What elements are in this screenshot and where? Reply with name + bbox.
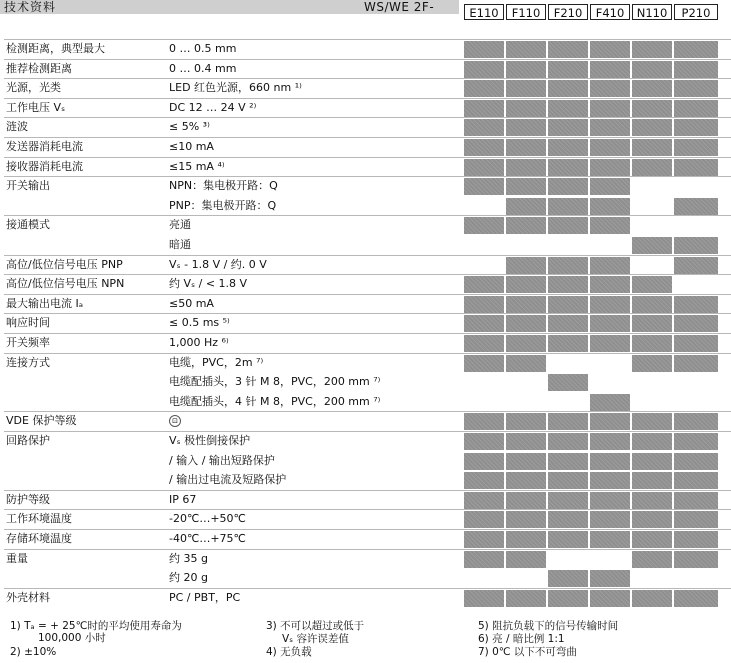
spec-value: 0 … 0.4 mm: [169, 61, 237, 75]
applicable-cell: [674, 355, 718, 372]
applicable-cell: [590, 531, 630, 548]
applicable-cell: [506, 217, 546, 234]
applicable-cell: [590, 61, 630, 78]
applicable-cell: [548, 433, 588, 450]
applicable-cell: [674, 590, 718, 607]
empty-cell: [590, 355, 630, 372]
spec-label: 工作环境温度: [6, 512, 72, 526]
applicable-cell: [674, 433, 718, 450]
spec-label: 接通模式: [6, 218, 50, 232]
empty-cell: [590, 374, 630, 391]
applicable-cell: [632, 590, 672, 607]
applicable-cell: [632, 433, 672, 450]
empty-cell: [632, 198, 672, 215]
applicable-cell: [464, 433, 504, 450]
applicable-cell: [506, 531, 546, 548]
empty-cell: [506, 570, 546, 587]
applicable-cell: [590, 198, 630, 215]
applicable-cell: [674, 61, 718, 78]
row-divider: [4, 176, 731, 177]
applicable-cell: [674, 511, 718, 528]
model-header: F410: [590, 4, 630, 20]
applicable-cell: [632, 472, 672, 489]
spec-value: PNP：集电极开路：Q: [169, 198, 277, 212]
applicable-cell: [674, 315, 718, 332]
spec-value: ≤ 5% ³⁾: [169, 120, 210, 134]
applicable-cell: [464, 551, 504, 568]
applicable-cell: [674, 453, 718, 470]
applicable-cell: [506, 511, 546, 528]
spec-label: 发送器消耗电流: [6, 140, 83, 153]
spec-value: -40℃…+75℃: [169, 532, 246, 545]
applicable-cell: [674, 413, 718, 430]
applicable-cell: [674, 119, 718, 136]
applicable-cell: [674, 159, 718, 176]
empty-cell: [548, 394, 588, 411]
applicable-cell: [590, 472, 630, 489]
applicable-cell: [674, 237, 718, 254]
footnote-2: 2) ±10%: [10, 646, 57, 658]
row-divider: [4, 313, 731, 314]
spec-row: [0, 235, 731, 255]
empty-cell: [674, 276, 718, 293]
applicable-cell: [548, 453, 588, 470]
model-header: F110: [506, 4, 546, 20]
applicable-cell: [506, 355, 546, 372]
spec-label: 高位/低位信号电压 NPN: [6, 277, 125, 291]
applicable-cell: [548, 374, 588, 391]
empty-cell: [632, 257, 672, 274]
spec-label: 高位/低位信号电压 PNP: [6, 257, 123, 271]
row-divider: [4, 588, 731, 589]
empty-cell: [506, 394, 546, 411]
spec-row: [0, 39, 731, 59]
spec-label: 光源，光类: [6, 81, 61, 95]
applicable-cell: [674, 472, 718, 489]
empty-cell: [632, 374, 672, 391]
row-divider: [4, 411, 731, 412]
spec-value: 电缆，PVC，2m ⁷⁾: [169, 355, 264, 369]
applicable-cell: [632, 511, 672, 528]
applicable-cell: [590, 41, 630, 58]
applicable-cell: [590, 433, 630, 450]
row-divider: [4, 59, 731, 60]
spec-value: 电缆配插头，3 针 M 8，PVC，200 mm ⁷⁾: [169, 375, 381, 389]
empty-cell: [590, 237, 630, 254]
empty-cell: [464, 237, 504, 254]
row-divider: [4, 509, 731, 510]
applicable-cell: [590, 257, 630, 274]
applicable-cell: [590, 492, 630, 509]
spec-row: [0, 313, 731, 333]
spec-value: 0 … 0.5 mm: [169, 42, 237, 55]
spec-row: [0, 117, 731, 137]
applicable-cell: [674, 41, 718, 58]
applicable-cell: [548, 61, 588, 78]
applicable-cell: [548, 257, 588, 274]
applicable-cell: [590, 276, 630, 293]
applicable-cell: [548, 178, 588, 195]
applicable-cell: [632, 413, 672, 430]
model-header: E110: [464, 4, 504, 20]
footnote-7: 7) 0℃ 以下不可弯曲: [478, 646, 577, 658]
applicable-cell: [548, 217, 588, 234]
empty-cell: [674, 178, 718, 195]
footnote-4: 4) 无负载: [266, 646, 312, 658]
spec-value: 暗通: [169, 238, 191, 251]
spec-row: [0, 431, 731, 451]
empty-cell: [590, 551, 630, 568]
spec-row: [0, 392, 731, 412]
applicable-cell: [632, 139, 672, 156]
applicable-cell: [590, 413, 630, 430]
applicable-cell: [548, 511, 588, 528]
applicable-cell: [464, 159, 504, 176]
spec-label: 最大输出电流 Iₐ: [6, 296, 84, 310]
footnote-3-cont: Vₛ 容许误差值: [282, 633, 349, 645]
spec-value: Vₛ - 1.8 V / 约. 0 V: [169, 257, 267, 271]
applicable-cell: [548, 531, 588, 548]
spec-label: 防护等级: [6, 492, 50, 506]
applicable-cell: [548, 276, 588, 293]
applicable-cell: [548, 198, 588, 215]
empty-cell: [632, 570, 672, 587]
empty-cell: [464, 374, 504, 391]
spec-value: DC 12 … 24 V ²⁾: [169, 100, 257, 114]
spec-row: [0, 411, 731, 431]
applicable-cell: [674, 335, 718, 352]
applicable-cell: [548, 413, 588, 430]
spec-label: VDE 保护等级: [6, 414, 77, 428]
applicable-cell: [590, 178, 630, 195]
spec-row: [0, 568, 731, 588]
applicable-cell: [548, 80, 588, 97]
empty-cell: [632, 178, 672, 195]
spec-label: 接收器消耗电流: [6, 159, 83, 173]
spec-value: 1,000 Hz ⁶⁾: [169, 336, 229, 349]
row-divider: [4, 333, 731, 334]
applicable-cell: [548, 570, 588, 587]
spec-row: [0, 98, 731, 118]
applicable-cell: [506, 100, 546, 117]
applicable-cell: [464, 413, 504, 430]
row-divider: [4, 98, 731, 99]
footnote-1-cont: 100,000 小时: [38, 632, 106, 644]
applicable-cell: [632, 315, 672, 332]
spec-row: [0, 509, 731, 529]
applicable-cell: [548, 315, 588, 332]
applicable-cell: [464, 217, 504, 234]
applicable-cell: [590, 80, 630, 97]
applicable-cell: [632, 492, 672, 509]
spec-row: [0, 372, 731, 392]
applicable-cell: [506, 80, 546, 97]
applicable-cell: [464, 511, 504, 528]
applicable-cell: [506, 41, 546, 58]
applicable-cell: [548, 119, 588, 136]
applicable-cell: [464, 276, 504, 293]
applicable-cell: [674, 257, 718, 274]
applicable-cell: [506, 159, 546, 176]
spec-row: [0, 294, 731, 314]
applicable-cell: [506, 198, 546, 215]
spec-row: [0, 549, 731, 569]
spec-label: 外壳材料: [6, 590, 50, 604]
model-header: N110: [632, 4, 672, 20]
spec-value: LED 红色光源，660 nm ¹⁾: [169, 81, 302, 95]
empty-cell: [674, 394, 718, 411]
spec-value: 约 20 g: [169, 571, 208, 585]
spec-row: [0, 196, 731, 216]
empty-cell: [674, 570, 718, 587]
applicable-cell: [674, 551, 718, 568]
applicable-cell: [632, 119, 672, 136]
row-divider: [4, 215, 731, 216]
spec-label: 工作电压 Vₛ: [6, 100, 66, 114]
applicable-cell: [632, 276, 672, 293]
spec-row: [0, 274, 731, 294]
applicable-cell: [632, 355, 672, 372]
empty-cell: [464, 198, 504, 215]
applicable-cell: [506, 433, 546, 450]
applicable-cell: [506, 590, 546, 607]
empty-cell: [506, 374, 546, 391]
spec-row: [0, 490, 731, 510]
applicable-cell: [548, 590, 588, 607]
spec-value: NPN：集电极开路：Q: [169, 179, 278, 193]
empty-cell: [632, 394, 672, 411]
spec-row: [0, 255, 731, 275]
applicable-cell: [464, 453, 504, 470]
spec-value: IP 67: [169, 492, 197, 506]
applicable-cell: [674, 492, 718, 509]
applicable-cell: [632, 551, 672, 568]
applicable-cell: [548, 139, 588, 156]
applicable-cell: [632, 100, 672, 117]
applicable-cell: [674, 100, 718, 117]
row-divider: [4, 78, 731, 79]
applicable-cell: [590, 570, 630, 587]
vde-class-icon: ⊡: [169, 415, 181, 427]
applicable-cell: [464, 492, 504, 509]
applicable-cell: [506, 551, 546, 568]
spec-label: 存储环境温度: [6, 532, 72, 545]
footnote-6: 6) 亮 / 暗比例 1:1: [478, 633, 565, 645]
spec-value: / 输出过电流及短路保护: [169, 473, 287, 487]
row-divider: [4, 294, 731, 295]
spec-value: ≤50 mA: [169, 296, 214, 310]
spec-row: [0, 137, 731, 157]
applicable-cell: [506, 139, 546, 156]
spec-row: [0, 215, 731, 235]
row-divider: [4, 529, 731, 530]
applicable-cell: [590, 511, 630, 528]
spec-value: PC / PBT，PC: [169, 590, 241, 604]
applicable-cell: [590, 217, 630, 234]
row-divider: [4, 353, 731, 354]
applicable-cell: [464, 80, 504, 97]
spec-row: [0, 176, 731, 196]
section-title: 技术资料: [4, 0, 57, 14]
spec-label: 重量: [6, 551, 28, 565]
spec-value: [169, 411, 181, 431]
applicable-cell: [590, 119, 630, 136]
footnote-3: 3) 不可以超过或低于: [266, 620, 365, 632]
spec-label: 开关频率: [6, 336, 50, 349]
applicable-cell: [464, 335, 504, 352]
empty-cell: [548, 551, 588, 568]
spec-row: [0, 59, 731, 79]
applicable-cell: [548, 159, 588, 176]
spec-label: 响应时间: [6, 316, 50, 330]
empty-cell: [548, 237, 588, 254]
applicable-cell: [464, 119, 504, 136]
applicable-cell: [632, 159, 672, 176]
empty-cell: [506, 237, 546, 254]
spec-label: 回路保护: [6, 434, 50, 447]
spec-value: -20℃…+50℃: [169, 512, 246, 526]
series-code: WS/WE 2F-: [364, 0, 435, 14]
applicable-cell: [674, 139, 718, 156]
applicable-cell: [632, 296, 672, 313]
applicable-cell: [674, 80, 718, 97]
spec-row: [0, 353, 731, 373]
spec-row: [0, 333, 731, 353]
spec-label: 检测距离，典型最大: [6, 42, 105, 55]
applicable-cell: [590, 159, 630, 176]
applicable-cell: [548, 335, 588, 352]
applicable-cell: [590, 394, 630, 411]
spec-value: 亮通: [169, 218, 191, 232]
applicable-cell: [590, 590, 630, 607]
row-divider: [4, 431, 731, 432]
applicable-cell: [464, 61, 504, 78]
row-divider: [4, 39, 731, 40]
spec-value: / 输入 / 输出短路保护: [169, 453, 275, 467]
applicable-cell: [464, 472, 504, 489]
spec-label: 推荐检测距离: [6, 61, 72, 75]
empty-cell: [464, 570, 504, 587]
applicable-cell: [590, 453, 630, 470]
applicable-cell: [590, 315, 630, 332]
applicable-cell: [506, 178, 546, 195]
empty-cell: [674, 374, 718, 391]
applicable-cell: [506, 315, 546, 332]
applicable-cell: [464, 178, 504, 195]
model-header: P210: [674, 4, 718, 20]
applicable-cell: [590, 100, 630, 117]
applicable-cell: [590, 335, 630, 352]
applicable-cell: [506, 276, 546, 293]
spec-row: [0, 451, 731, 471]
row-divider: [4, 157, 731, 158]
applicable-cell: [506, 335, 546, 352]
applicable-cell: [506, 472, 546, 489]
applicable-cell: [632, 335, 672, 352]
spec-row: [0, 529, 731, 549]
applicable-cell: [506, 492, 546, 509]
row-divider: [4, 117, 731, 118]
footnote-5: 5) 阻抗负载下的信号传输时间: [478, 620, 619, 632]
empty-cell: [674, 217, 718, 234]
spec-value: ≤15 mA ⁴⁾: [169, 159, 225, 173]
spec-value: ≤ 0.5 ms ⁵⁾: [169, 316, 230, 330]
spec-value: 约 35 g: [169, 551, 208, 565]
spec-row: [0, 470, 731, 490]
applicable-cell: [464, 41, 504, 58]
spec-value: Vₛ 极性倒接保护: [169, 434, 251, 447]
applicable-cell: [548, 472, 588, 489]
applicable-cell: [674, 198, 718, 215]
spec-label: 连接方式: [6, 355, 50, 369]
applicable-cell: [464, 355, 504, 372]
applicable-cell: [464, 296, 504, 313]
spec-value: 电缆配插头，4 针 M 8，PVC，200 mm ⁷⁾: [169, 394, 381, 408]
applicable-cell: [632, 453, 672, 470]
applicable-cell: [548, 100, 588, 117]
spec-label: 开关输出: [6, 179, 50, 193]
applicable-cell: [464, 531, 504, 548]
applicable-cell: [674, 296, 718, 313]
empty-cell: [632, 217, 672, 234]
applicable-cell: [632, 80, 672, 97]
applicable-cell: [548, 296, 588, 313]
applicable-cell: [590, 139, 630, 156]
spec-row: [0, 588, 731, 608]
spec-value: 约 Vₛ / < 1.8 V: [169, 277, 248, 291]
applicable-cell: [548, 41, 588, 58]
applicable-cell: [464, 100, 504, 117]
applicable-cell: [632, 41, 672, 58]
footnote-1: 1) Tₐ = + 25℃时的平均使用寿命为: [10, 620, 182, 632]
applicable-cell: [464, 315, 504, 332]
spec-row: [0, 157, 731, 177]
applicable-cell: [506, 61, 546, 78]
applicable-cell: [506, 413, 546, 430]
empty-cell: [548, 355, 588, 372]
applicable-cell: [674, 531, 718, 548]
applicable-cell: [632, 531, 672, 548]
applicable-cell: [506, 257, 546, 274]
applicable-cell: [632, 61, 672, 78]
applicable-cell: [506, 119, 546, 136]
model-header: F210: [548, 4, 588, 20]
applicable-cell: [632, 237, 672, 254]
spec-value: ≤10 mA: [169, 140, 214, 153]
empty-cell: [464, 257, 504, 274]
row-divider: [4, 137, 731, 138]
spec-row: [0, 78, 731, 98]
applicable-cell: [548, 492, 588, 509]
spec-label: 涟波: [6, 120, 28, 134]
row-divider: [4, 549, 731, 550]
applicable-cell: [506, 296, 546, 313]
empty-cell: [464, 394, 504, 411]
row-divider: [4, 490, 731, 491]
applicable-cell: [590, 296, 630, 313]
applicable-cell: [464, 590, 504, 607]
applicable-cell: [464, 139, 504, 156]
applicable-cell: [506, 453, 546, 470]
